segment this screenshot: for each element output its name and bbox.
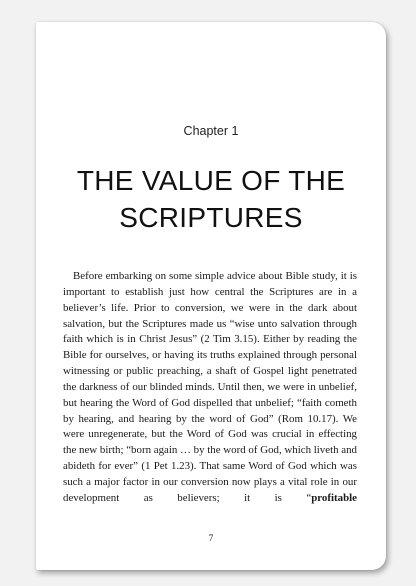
chapter-label: Chapter 1	[183, 124, 239, 138]
body-paragraph	[63, 269, 357, 507]
body-paragraph-text: Before embarking on some simple advice about Bible study, it is important to establish just how central the Scriptures are in a believer’s life. Prior to conversion, we were in the dark about salvation, but the Scriptures made us “wise unto salvation through faith which is in Christ Jesus” (2 Tim 3.15). Either by reading the Bible for ourselves, or having its truths explained through personal witnessing or public preaching, a shaft of Gospel light penetrated the darkness of our blinded minds. Until then, we were in unbelief, but hearing the Word of God dispelled that unbelief; “faith cometh by hearing, and hearing by the word of God” (Rom 10.17). We were unregenerate, but the Word of God was crucial in effecting the new birth; “born again … by the word of God, which liveth and abideth for ever” (1 Pet 1.23). That same Word of God which was such a major factor in our conversion now plays a vital role in our development as believers; it is “	[63, 270, 357, 504]
chapter-title	[36, 162, 386, 236]
page-number: 7	[208, 534, 214, 544]
body-paragraph-bold-word: profitable	[311, 491, 357, 504]
chapter-title-line-1: THE VALUE OF THE	[76, 165, 346, 196]
book-page	[36, 22, 386, 570]
chapter-title-line-2: SCRIPTURES	[119, 202, 303, 233]
